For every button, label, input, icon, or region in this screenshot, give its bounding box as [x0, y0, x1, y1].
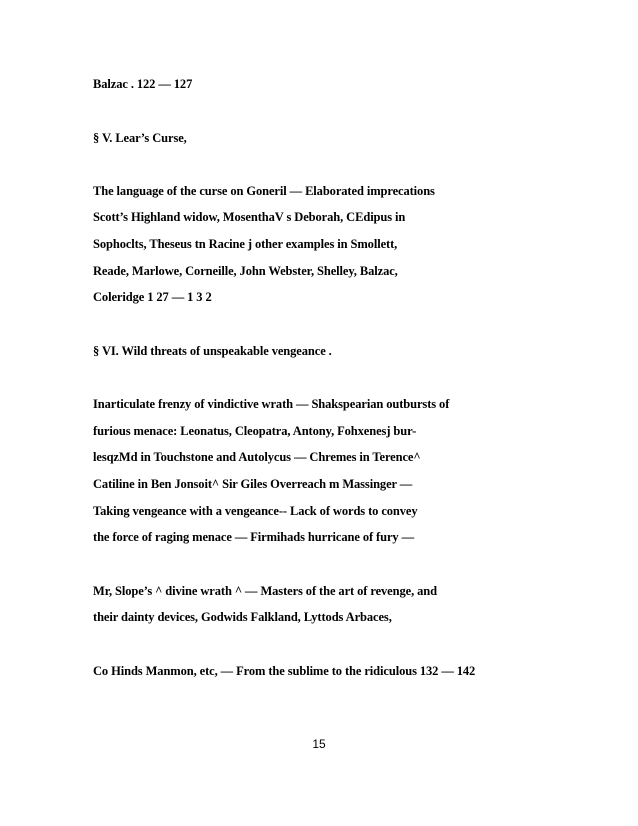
toc-line: lesqzMd in Touchstone and Autolycus — Chremes in Terence^	[93, 450, 421, 464]
toc-line: furious menace: Leonatus, Cleopatra, Antony, Fohxenesj bur-	[93, 424, 417, 438]
toc-line: Coleridge 1 27 — 1 3 2	[93, 290, 212, 304]
toc-line: Mr, Slope’s ^ divine wrath ^ — Masters of the art of revenge, and	[93, 584, 437, 598]
toc-line: the force of raging menace — Firmihads hurricane of fury —	[93, 530, 414, 544]
toc-line: Catiline in Ben Jonsoit^ Sir Giles Overreach m Massinger —	[93, 477, 413, 491]
toc-line: Balzac . 122 — 127	[93, 77, 193, 91]
toc-line: Taking vengeance with a vengeance-- Lack of words to convey	[93, 504, 418, 518]
toc-line: The language of the curse on Goneril — Elaborated imprecations	[93, 184, 435, 198]
page-number: 15	[312, 737, 326, 751]
section-heading: § VI. Wild threats of unspeakable vengeance .	[93, 344, 332, 358]
toc-line: their dainty devices, Godwids Falkland, Lyttods Arbaces,	[93, 610, 392, 624]
section-heading: § V. Lear’s Curse,	[93, 131, 187, 145]
toc-line: Scott’s Highland widow, MosenthaV s Deborah, CEdipus in	[93, 210, 406, 224]
toc-line: Co Hinds Manmon, etc, — From the sublime to the ridiculous 132 — 142	[93, 664, 476, 678]
toc-line: Sophoclts, Theseus tn Racine j other examples in Smollett,	[93, 237, 398, 251]
toc-line: Reade, Marlowe, Corneille, John Webster, Shelley, Balzac,	[93, 264, 398, 278]
toc-line: Inarticulate frenzy of vindictive wrath — Shakspearian outbursts of	[93, 397, 450, 411]
